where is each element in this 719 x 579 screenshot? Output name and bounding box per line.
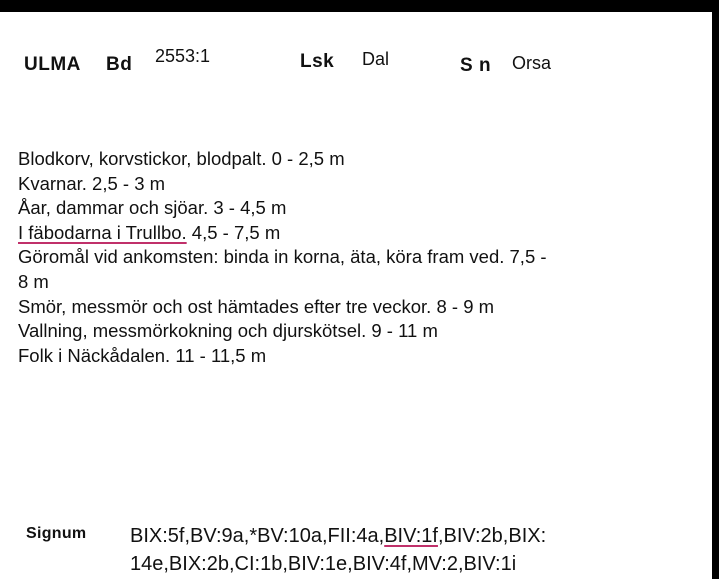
content-line: Göromål vid ankomsten: binda in korna, äta, köra fram ved. 7,5 - <box>18 246 547 268</box>
timecode: 4,5 - 7,5 m <box>186 221 281 243</box>
content-line: 8 m <box>18 270 49 292</box>
signum-code-underlined: BIV:1f <box>384 525 438 547</box>
signum-line-1 <box>130 522 546 550</box>
signum-codes <box>130 522 546 578</box>
bd-label: Bd <box>106 54 133 75</box>
recording-contents <box>18 147 698 368</box>
archive-card <box>0 12 712 579</box>
card-header <box>0 46 712 76</box>
content-line: Åar, dammar och sjöar. 3 - 4,5 m <box>18 197 287 219</box>
content-line-underlined <box>18 221 698 246</box>
sn-value: Orsa <box>512 53 552 73</box>
scan-border-right <box>712 0 719 579</box>
bd-value: 2553:1 <box>155 46 211 66</box>
content-line: Folk i Näckådalen. 11 - 11,5 m <box>18 344 267 366</box>
signum-line-2: 14e,BIX:2b,CI:1b,BIV:1e,BIV:4f,MV:2,BIV:1i <box>130 553 517 575</box>
lsk-value: Dal <box>362 49 390 69</box>
content-line: Kvarnar. 2,5 - 3 m <box>18 172 166 194</box>
signum-codes-part: ,BIV:2b,BIX: <box>437 525 547 547</box>
underlined-title: I fäbodarna i Trullbo. <box>18 221 187 243</box>
lsk-label: Lsk <box>300 51 335 72</box>
sn-label: S n <box>460 55 492 76</box>
content-line: Vallning, messmörkokning och djurskötsel. 9 - 11 m <box>18 320 438 342</box>
content-line: Smör, messmör och ost hämtades efter tre veckor. 8 - 9 m <box>18 295 495 317</box>
signum-label: Signum <box>26 525 87 542</box>
signum-codes-part: BIX:5f,BV:9a,*BV:10a,FII:4a, <box>130 525 385 547</box>
content-line: Blodkorv, korvstickor, blodpalt. 0 - 2,5 m <box>18 148 345 169</box>
archive-label: ULMA <box>24 54 81 75</box>
